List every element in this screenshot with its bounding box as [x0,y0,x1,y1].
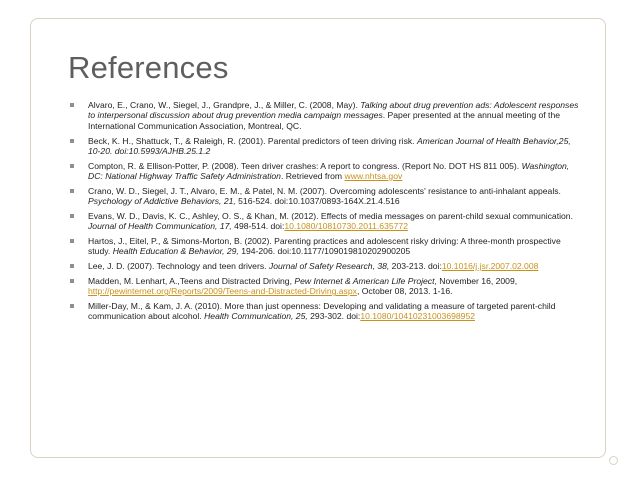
bullet-icon [70,103,74,107]
bullet-icon [70,279,74,283]
reference-source: Health Communication, 25, [204,311,308,322]
bullet-icon [70,139,74,143]
reference-details: , November 16, 2009, [434,275,518,286]
reference-link[interactable]: 10.1016/j.jsr.2007.02.008 [441,261,539,272]
corner-dot [609,456,618,465]
reference-text: Evans, W. D., Davis, K. C., Ashley, O. S., & Khan, M. (2012). Effects of media messages on parent-child sexual communication. [88,210,573,221]
reference-details: 194-206. doi:10.1177/109019810202900205 [238,246,411,257]
reference-link[interactable]: www.nhtsa.gov [344,171,403,182]
bullet-icon [70,304,74,308]
bullet-icon [70,214,74,218]
reference-list [70,100,580,326]
reference-text: Beck, K. H., Shattuck, T., & Raleigh, R. (2001). Parental predictors of teen driving risk. [88,135,417,146]
reference-item [70,186,580,207]
reference-text: Crano, W. D., Siegel, J. T., Alvaro, E. M., & Patel, N. M. (2007). Overcoming adolescents' resistance to anti-inhalant appeals. [88,185,561,196]
reference-source: American Journal of Health Behavior,25, 10-20. doi:10.5993/AJHB.25.1.2 [88,135,571,156]
reference-source: Journal of Health Communication, 17, [88,221,232,232]
reference-item [70,301,580,322]
reference-link[interactable]: http://pewinternet.org/Reports/2009/Teens-and-Distracted-Driving.aspx [88,286,357,297]
reference-text: Alvaro, E., Crano, W., Siegel, J., Grandpre, J., & Miller, C. (2008, May). [88,100,361,110]
reference-source: Pew Internet & American Life Project [294,275,435,286]
reference-details: 498-514. doi: [231,221,285,232]
reference-details: . Paper presented at the annual meeting of the International Communication Association, Montreal, QC. [88,110,561,131]
reference-source: Psychology of Addictive Behaviors, 21, [88,196,236,207]
reference-link[interactable]: 10.1080/10810730.2011.635772 [284,221,408,232]
reference-source: Washington, DC: National Highway Traffic Safety Administration [88,160,570,182]
reference-source: Health Education & Behavior, 29, [112,246,239,257]
bullet-icon [70,189,74,193]
bullet-icon [70,239,74,243]
reference-item [70,161,580,182]
reference-details: 203-213. doi: [389,261,442,272]
reference-item [70,261,580,271]
reference-item [70,136,580,157]
reference-source: Journal of Safety Research, 38, [268,261,390,272]
reference-details: , October 08, 2013. 1-16. [356,286,453,297]
reference-text: Compton, R. & Ellison-Potter, P. (2008). Teen driver crashes: A report to congress. (Report No. DOT HS 811 005). [88,160,522,171]
bullet-icon [70,164,74,168]
reference-source: Talking about drug prevention ads: Adolescent responses to interpersonal discussion about drug prevention media campaign messages [88,100,579,121]
reference-text: Lee, J. D. (2007). Technology and teen drivers. [88,261,269,272]
page-title: References [68,50,229,85]
reference-details: 516-524. doi:10.1037/0893-164X.21.4.516 [235,196,400,207]
bullet-icon [70,264,74,268]
reference-link[interactable]: 10.1080/10410231003698952 [360,311,476,322]
reference-item [70,276,580,297]
reference-details: 293-302. doi: [307,311,361,322]
reference-text: Madden, M. Lenhart, A.,Teens and Distracted Driving, [88,275,295,286]
reference-details: . Retrieved from [280,171,345,182]
reference-text: Hartos, J., Eitel, P., & Simons-Morton, B. (2002). Parenting practices and adolescent risky driving: A three-month prospective study. [88,235,561,257]
reference-text: Miller-Day, M., & Kam, J. A. (2010). More than just openness: Developing and validating a measure of targeted parent-child communication about alcohol. [88,300,556,322]
reference-item [70,100,580,131]
reference-item [70,211,580,232]
reference-item [70,236,580,257]
